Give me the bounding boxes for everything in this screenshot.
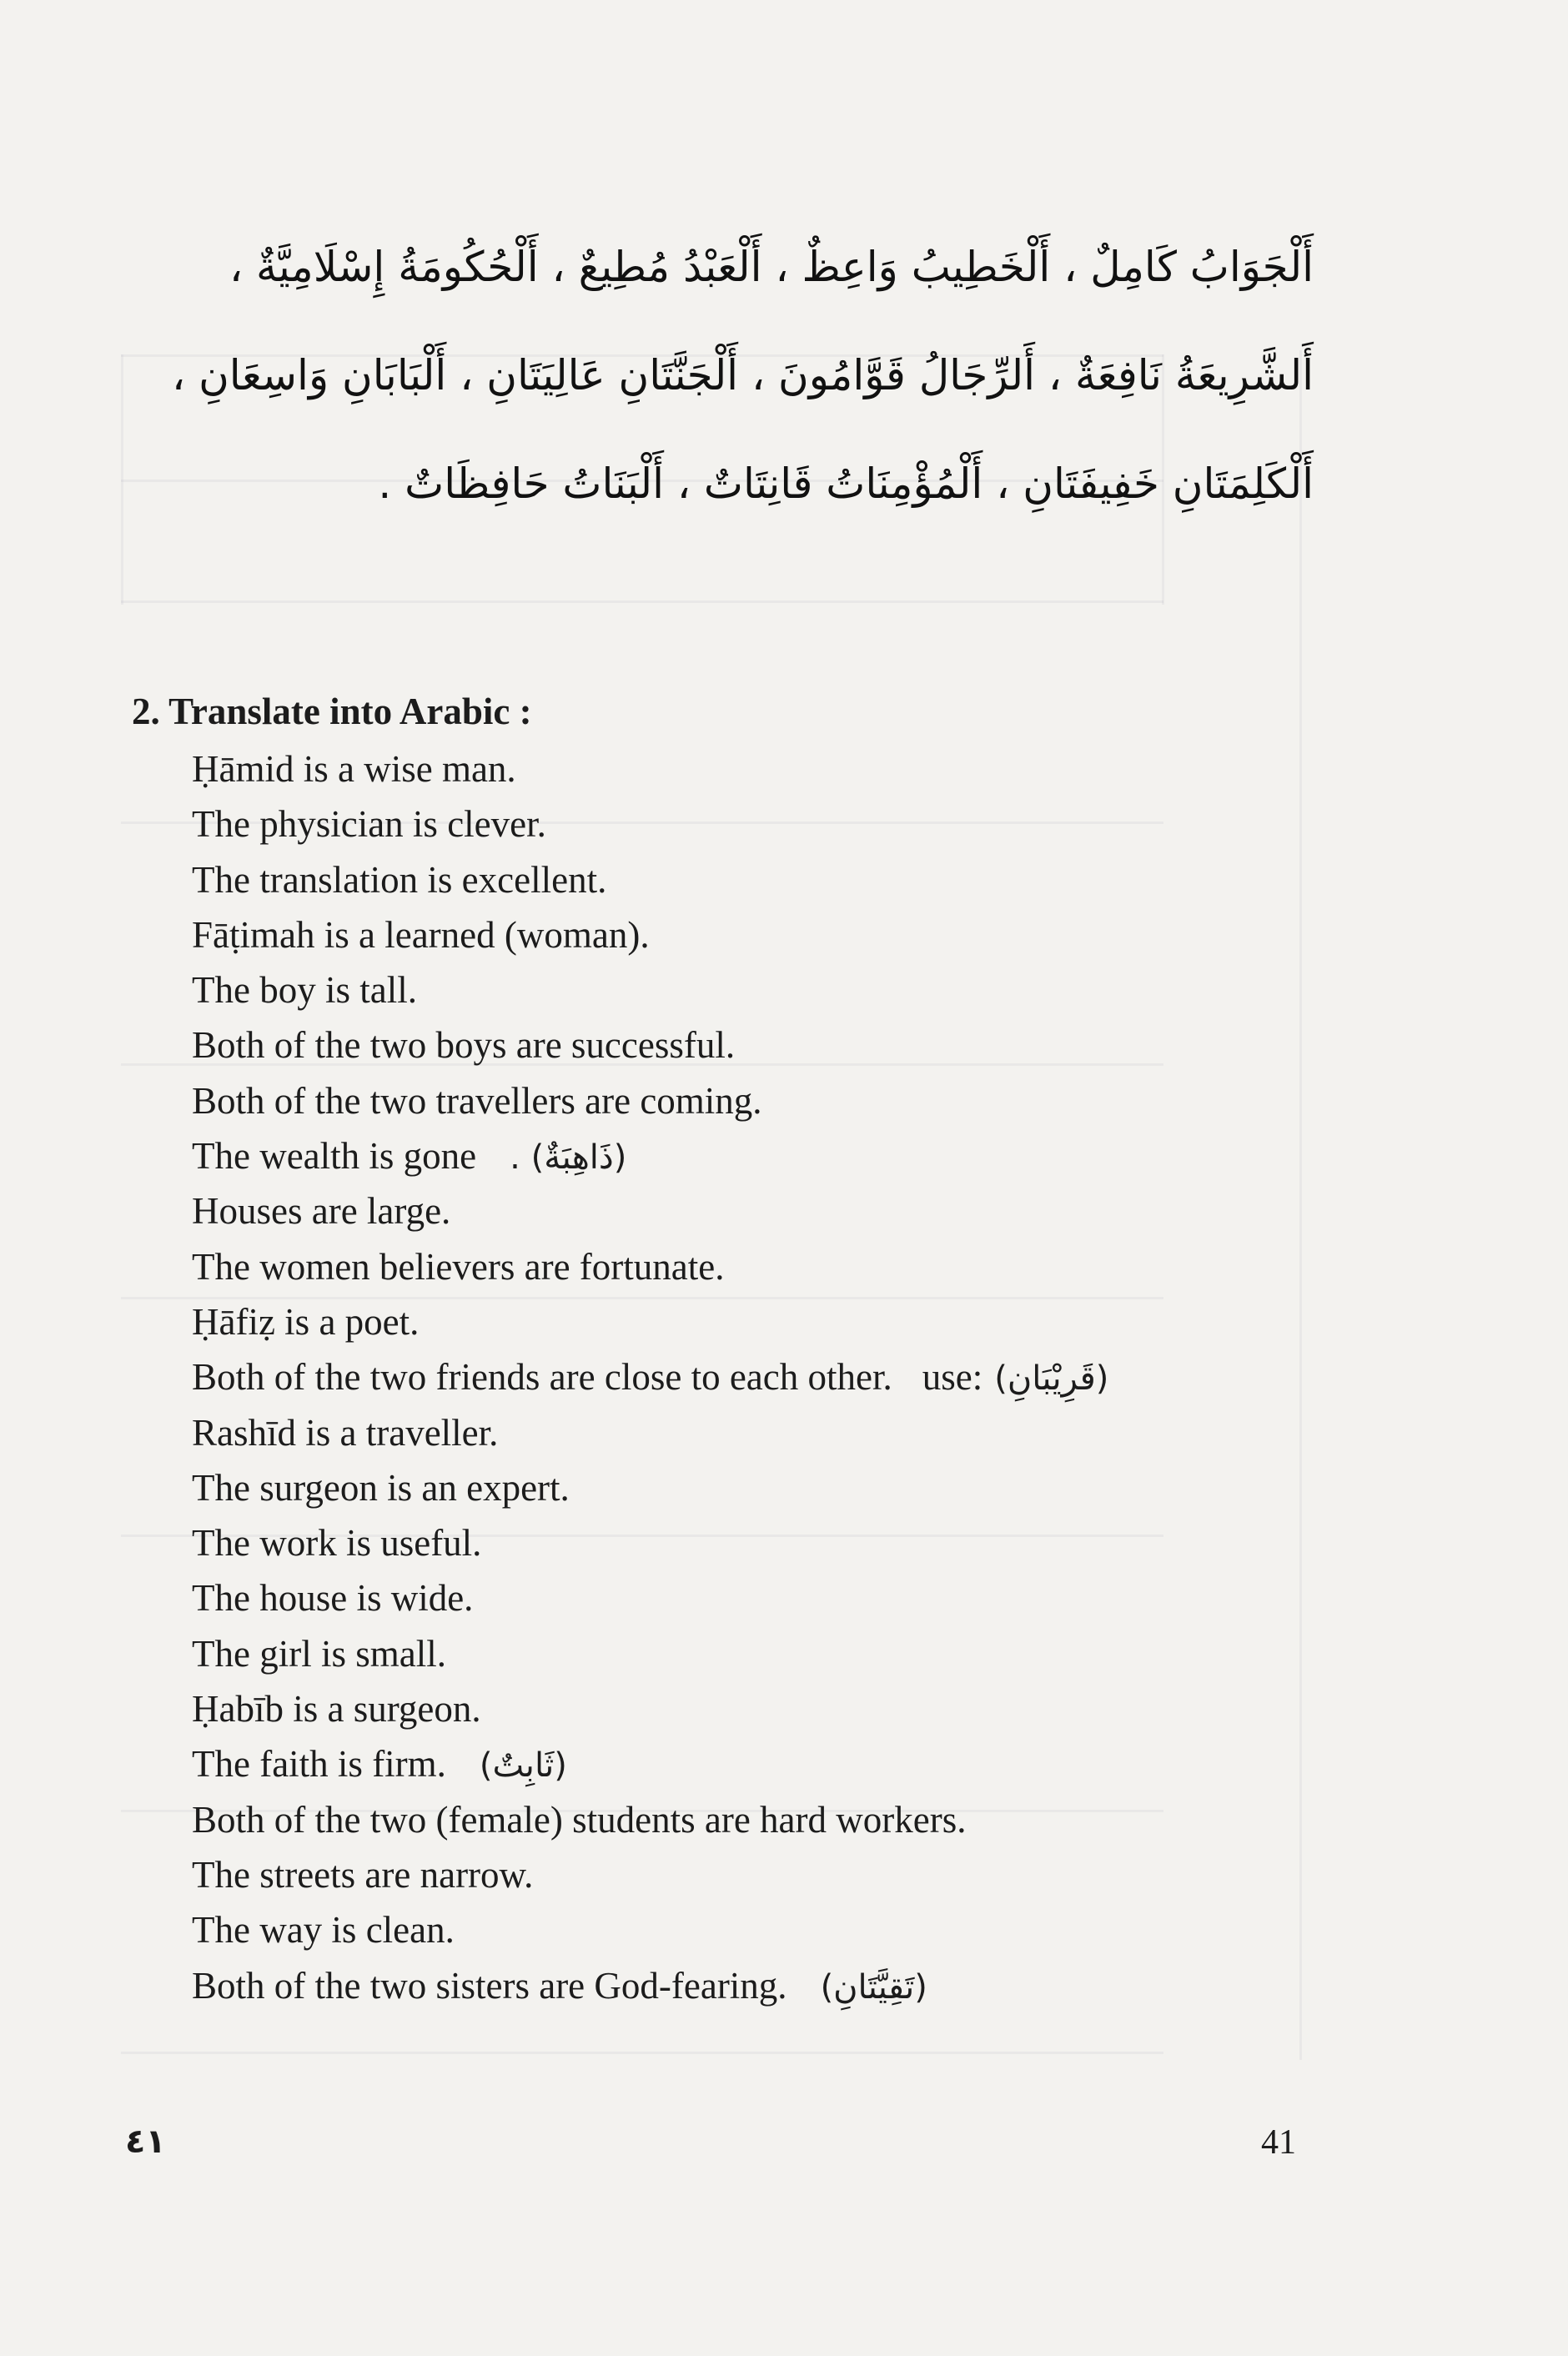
sentence-text: The faith is firm. xyxy=(192,1743,446,1786)
sentence-text: The streets are narrow. xyxy=(192,1853,534,1896)
sentence xyxy=(192,796,1359,851)
sentence-text: The house is wide. xyxy=(192,1577,474,1620)
use-label: use: xyxy=(922,1356,983,1399)
sentence-text: Ḥabīb is a surgeon. xyxy=(192,1688,481,1731)
sentence xyxy=(192,1349,1359,1404)
show-through-table-line xyxy=(121,2052,1163,2054)
sentence-text: Rashīd is a traveller. xyxy=(192,1411,499,1454)
sentence xyxy=(192,1073,1359,1128)
sentence xyxy=(192,1239,1359,1294)
sentence-text: Both of the two sisters are God-fearing. xyxy=(192,1964,787,2007)
arabic-line: أَلْكَلِمَتَانِ خَفِيفَتَانِ ، أَلْمُؤْمِنَاتُ قَانِتَاتٌ ، أَلْبَنَاتُ حَافِظَاتٌ . xyxy=(378,460,1314,508)
arabic-line: أَلشَّرِيعَةُ نَافِعَةٌ ، أَلرِّجَالُ قَوَّامُونَ ، أَلْجَنَّتَانِ عَالِيَتَانِ ، أَلْبَابَانِ وَاسِعَانِ ، xyxy=(172,351,1314,399)
sentence-text: The translation is excellent. xyxy=(192,858,607,901)
sentence xyxy=(192,1626,1359,1681)
sentence-text: The surgeon is an expert. xyxy=(192,1466,570,1509)
sentence-text: The wealth is gone xyxy=(192,1135,477,1178)
sentence xyxy=(192,1128,1359,1183)
arabic-sentences xyxy=(172,213,1314,538)
sentence xyxy=(192,852,1359,907)
sentence-text: Ḥāmid is a wise man. xyxy=(192,748,516,790)
arabic-gloss: (ذَاهِبَةٌ) . xyxy=(510,1138,627,1178)
sentence xyxy=(192,907,1359,962)
sentence-text: The work is useful. xyxy=(192,1522,482,1565)
page-number-arabic: ٤١ xyxy=(125,2122,166,2161)
sentence xyxy=(192,1460,1359,1515)
sentence xyxy=(192,1183,1359,1238)
sentence-text: Both of the two boys are successful. xyxy=(192,1024,736,1067)
arabic-line: أَلْجَوَابُ كَامِلٌ ، أَلْخَطِيبُ وَاعِظٌ ، أَلْعَبْدُ مُطِيعٌ ، أَلْحُكُومَةُ إِسْلَامِيَّةٌ ، xyxy=(229,243,1314,291)
sentence xyxy=(192,1570,1359,1625)
sentence xyxy=(192,1847,1359,1902)
sentence xyxy=(192,962,1359,1017)
arabic-gloss: (ثَابِتٌ) xyxy=(479,1746,567,1786)
arabic-gloss: (تَقِيَّتَانِ) xyxy=(820,1967,927,2007)
sentence-text: Fāṭimah is a learned (woman). xyxy=(192,913,650,956)
arabic-gloss: (قَرِيْبَانِ) xyxy=(994,1359,1109,1399)
sentence xyxy=(192,1405,1359,1460)
sentence-text: Houses are large. xyxy=(192,1190,451,1233)
sentence-list xyxy=(192,741,1359,2013)
sentence-text: The girl is small. xyxy=(192,1632,446,1675)
sentence xyxy=(192,1792,1359,1847)
sentence-text: The women believers are fortunate. xyxy=(192,1245,725,1288)
sentence xyxy=(192,1681,1359,1736)
exercise-title: 2. Translate into Arabic : xyxy=(132,691,532,732)
sentence xyxy=(192,1902,1359,1957)
sentence xyxy=(192,1958,1359,2013)
sentence xyxy=(192,1515,1359,1570)
sentence xyxy=(192,1736,1359,1791)
sentence-text: The boy is tall. xyxy=(192,969,417,1012)
sentence xyxy=(192,741,1359,796)
show-through-table-line xyxy=(121,354,123,605)
page-number: 41 xyxy=(1261,2123,1296,2162)
show-through-table-line xyxy=(121,600,1163,603)
sentence-text: Ḥāfiẓ is a poet. xyxy=(192,1300,420,1343)
sentence-text: Both of the two (female) students are hard workers. xyxy=(192,1798,967,1841)
sentence-text: The way is clean. xyxy=(192,1909,455,1952)
sentence xyxy=(192,1294,1359,1349)
sentence-text: Both of the two friends are close to each other. xyxy=(192,1356,892,1399)
sentence-text: Both of the two travellers are coming. xyxy=(192,1079,762,1122)
sentence xyxy=(192,1017,1359,1073)
sentence-text: The physician is clever. xyxy=(192,803,546,846)
